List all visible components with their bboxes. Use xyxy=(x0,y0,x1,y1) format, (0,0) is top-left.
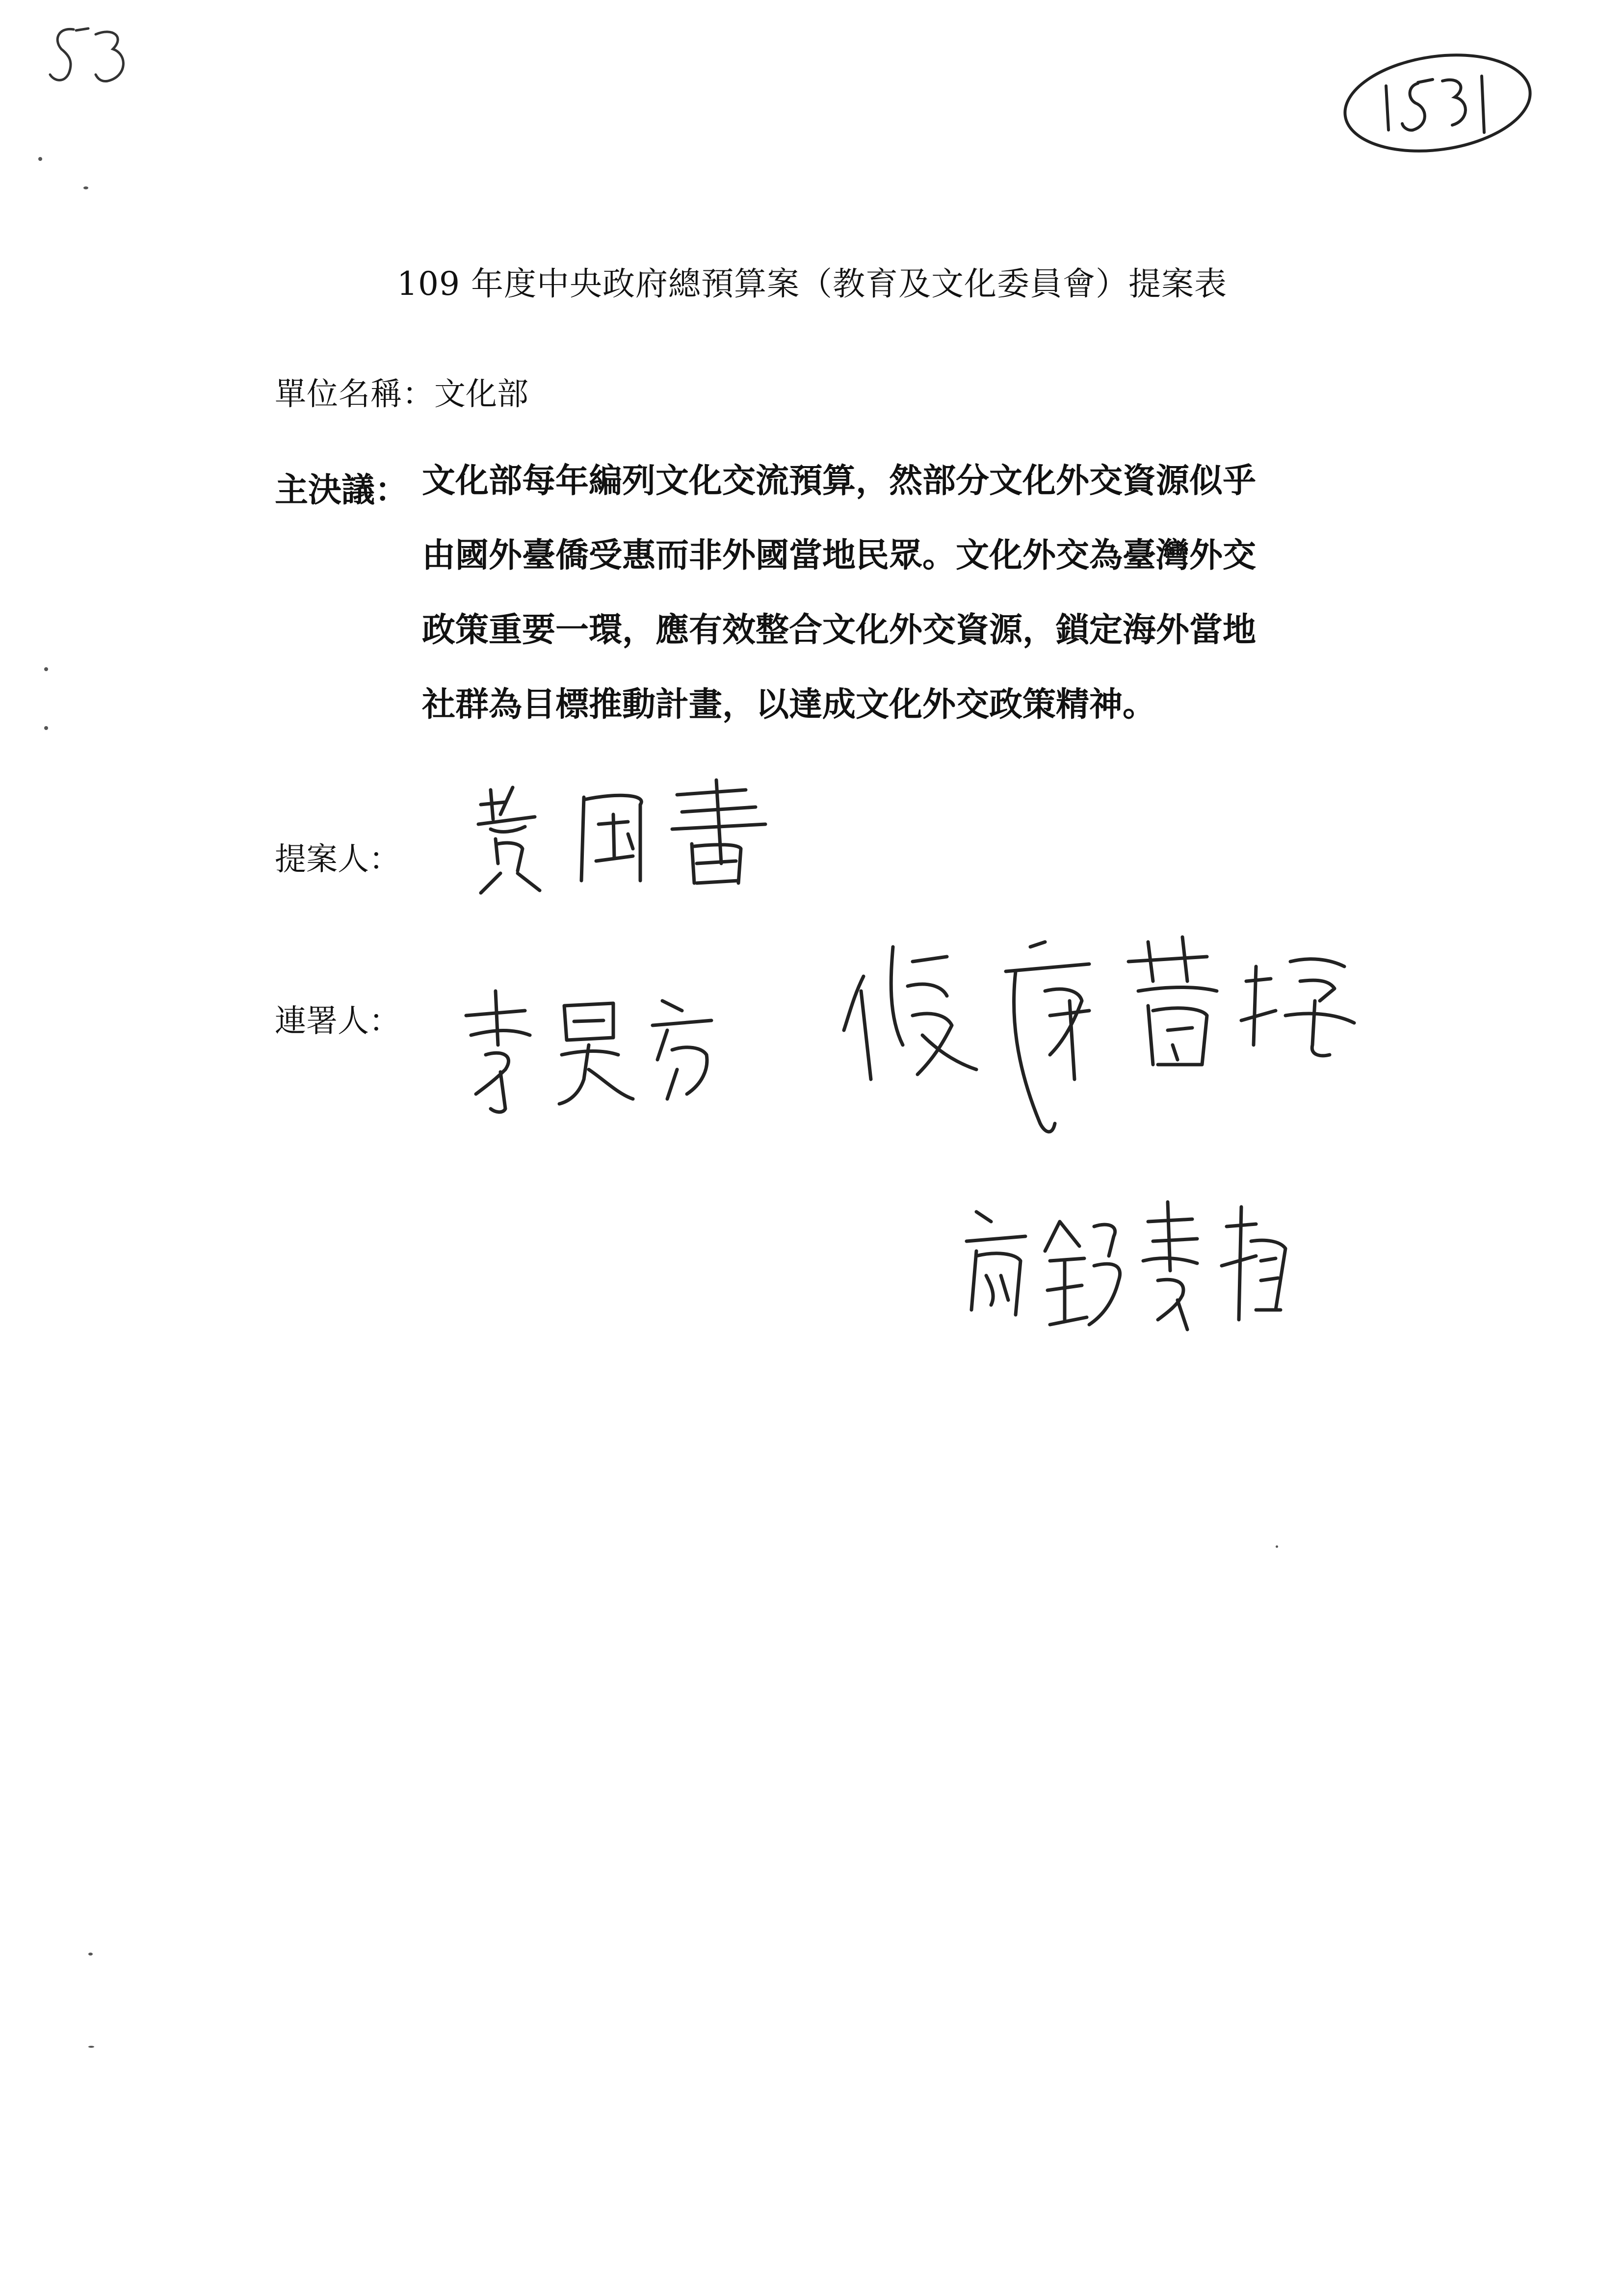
scan-speck xyxy=(83,186,88,189)
cosigner-signature-1 xyxy=(456,981,731,1119)
cosigner-signature-2-drawing xyxy=(834,917,1364,1163)
resolution-label: 主決議： xyxy=(275,471,409,510)
unit-value: 文化部 xyxy=(434,376,528,413)
scan-speck xyxy=(88,1953,93,1956)
cosigner-signature-1-drawing xyxy=(456,981,731,1119)
resolution-line: 政策重要一環，應有效整合文化外交資源，鎖定海外當地 xyxy=(422,611,1257,650)
resolution-body xyxy=(422,444,1374,742)
resolution-line: 文化部每年編列文化交流預算，然部分文化外交資源似乎 xyxy=(422,462,1257,500)
resolution-line: 由國外臺僑受惠而非外國當地民眾。文化外交為臺灣外交 xyxy=(422,536,1257,575)
circled-page-number-drawing xyxy=(1335,34,1541,162)
proposer-signature xyxy=(471,775,785,903)
cosigner-label: 連署人： xyxy=(275,1003,400,1040)
circled-page-number xyxy=(1335,34,1541,162)
scan-speck xyxy=(38,157,42,161)
scan-speck xyxy=(44,667,48,671)
scan-speck xyxy=(1276,1545,1278,1548)
handwritten-page-number-drawing xyxy=(39,20,137,108)
cosigner-signature-2 xyxy=(834,917,1364,1163)
scan-speck xyxy=(88,2046,94,2048)
document-title: 109 年度中央政府總預算案（教育及文化委員會）提案表 xyxy=(397,265,1227,303)
proposer-label: 提案人： xyxy=(275,841,400,878)
unit-row xyxy=(275,369,528,414)
cosigner-signature-3 xyxy=(962,1192,1295,1349)
handwritten-page-number xyxy=(39,20,137,108)
cosigner-signature-3-drawing xyxy=(962,1192,1295,1349)
resolution-line: 社群為目標推動計畫，以達成文化外交政策精神。 xyxy=(422,685,1156,724)
proposer-signature-drawing xyxy=(471,775,785,903)
scan-speck xyxy=(44,726,48,730)
unit-label: 單位名稱： xyxy=(275,376,434,413)
